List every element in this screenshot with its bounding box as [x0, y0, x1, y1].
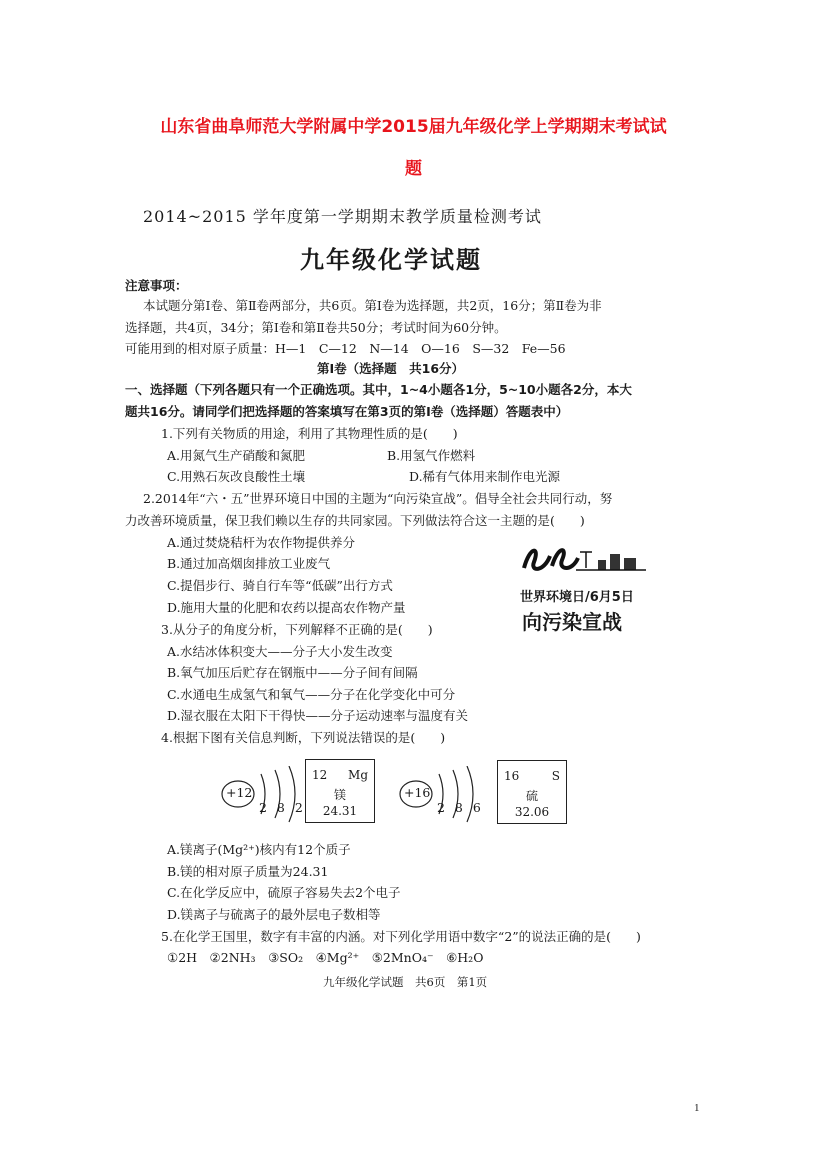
mg-atomic-mass: 24.31	[322, 804, 358, 818]
s-electron-shells: 2 8 6	[437, 800, 484, 815]
s-symbol: S	[551, 769, 560, 783]
environment-day-poster	[520, 538, 650, 638]
s-element-name: 硫	[525, 789, 538, 803]
exam-title: 九年级化学试题	[300, 246, 482, 274]
mg-atom-structure	[217, 766, 317, 826]
q3-option-a: A.水结冰体积变大——分子大小发生改变	[167, 644, 393, 659]
q2-option-d: D.施用大量的化肥和农药以提高农作物产量	[167, 600, 406, 615]
q3-option-d: D.湿衣服在太阳下干得快——分子运动速率与温度有关	[167, 708, 469, 723]
section-intro-1: 一、选择题（下列各题只有一个正确选项。其中，1~4小题各1分，5~10小题各2分，本大	[125, 382, 632, 397]
poster-date-line: 世界环境日/6月5日	[520, 590, 634, 605]
s-element-box	[497, 760, 567, 824]
notes-line-2: 选择题，共4页，34分；第Ⅰ卷和第Ⅱ卷共50分；考试时间为60分钟。	[125, 320, 507, 335]
q4-stem: 4.根据下图有关信息判断，下列说法错误的是( )	[161, 730, 446, 745]
s-atom-structure	[395, 766, 495, 826]
q2-stem-1: 2.2014年“六・五”世界环境日中国的主题为“向污染宣战”。倡导全社会共同行动，努	[143, 491, 613, 506]
notes-line-1: 本试题分第Ⅰ卷、第Ⅱ卷两部分，共6页。第Ⅰ卷为选择题，共2页，16分；第Ⅱ卷为非	[143, 298, 602, 313]
exam-page-footer: 九年级化学试题 共6页 第1页	[323, 975, 488, 989]
document-title-line2: 题	[405, 159, 422, 179]
mg-element-name: 镁	[333, 788, 346, 802]
scanned-exam-page	[125, 196, 695, 996]
notes-heading: 注意事项：	[125, 278, 188, 293]
q4-option-d: D.镁离子与硫离子的最外层电子数相等	[167, 907, 381, 922]
q2-option-c: C.提倡步行、骑自行车等“低碳”出行方式	[167, 578, 393, 593]
section-intro-2: 题共16分。请同学们把选择题的答案填写在第3页的第Ⅰ卷（选择题）答题表中）	[125, 404, 569, 419]
poster-logo-icon	[520, 538, 650, 580]
mg-nucleus-charge: +12	[226, 785, 253, 800]
mg-symbol: Mg	[348, 768, 368, 782]
mg-atomic-number: 12	[312, 768, 328, 782]
exam-header: 2014~2015 学年度第一学期期末教学质量检测考试	[143, 207, 542, 226]
q4-option-a: A.镁离子(Mg²⁺)核内有12个质子	[167, 842, 351, 857]
atomic-masses: 可能用到的相对原子质量：H—1 C—12 N—14 O—16 S—32 Fe—56	[125, 341, 566, 356]
document-title-line1: 山东省曲阜师范大学附属中学2015届九年级化学上学期期末考试试	[160, 117, 667, 137]
q3-option-c: C.水通电生成氢气和氧气——分子在化学变化中可分	[167, 687, 456, 702]
s-nucleus-charge: +16	[404, 785, 431, 800]
mg-electron-shells: 2 8 2	[259, 800, 306, 815]
q2-stem-2: 力改善环境质量，保卫我们赖以生存的共同家园。下列做法符合这一主题的是( )	[125, 513, 585, 528]
page-number: 1	[694, 1102, 700, 1114]
q1-option-b: B.用氢气作燃料	[387, 448, 476, 463]
q1-option-c: C.用熟石灰改良酸性土壤	[167, 469, 306, 484]
q3-option-b: B.氧气加压后贮存在钢瓶中——分子间有间隔	[167, 665, 418, 680]
s-atomic-mass: 32.06	[514, 805, 550, 819]
mg-element-box	[305, 759, 375, 823]
q1-stem: 1.下列有关物质的用途，利用了其物理性质的是( )	[161, 426, 458, 441]
q1-option-a: A.用氮气生产硝酸和氮肥	[167, 448, 306, 463]
s-atomic-number: 16	[504, 769, 520, 783]
q4-option-c: C.在化学反应中，硫原子容易失去2个电子	[167, 885, 401, 900]
q5-stem: 5.在化学王国里，数字有丰富的内涵。对下列化学用语中数字“2”的说法正确的是( )	[161, 929, 641, 944]
q2-option-a: A.通过焚烧秸杆为农作物提供养分	[167, 535, 356, 550]
q4-option-b: B.镁的相对原子质量为24.31	[167, 864, 329, 879]
q1-option-d: D.稀有气体用来制作电光源	[409, 469, 561, 484]
q2-option-b: B.通过加高烟囱排放工业废气	[167, 556, 331, 571]
q5-options: ①2H ②2NH₃ ③SO₂ ④Mg²⁺ ⑤2MnO₄⁻ ⑥H₂O	[167, 950, 484, 965]
poster-slogan: 向污染宣战	[522, 610, 622, 634]
section-title: 第Ⅰ卷（选择题 共16分）	[317, 361, 465, 376]
q3-stem: 3.从分子的角度分析，下列解释不正确的是( )	[161, 622, 433, 637]
